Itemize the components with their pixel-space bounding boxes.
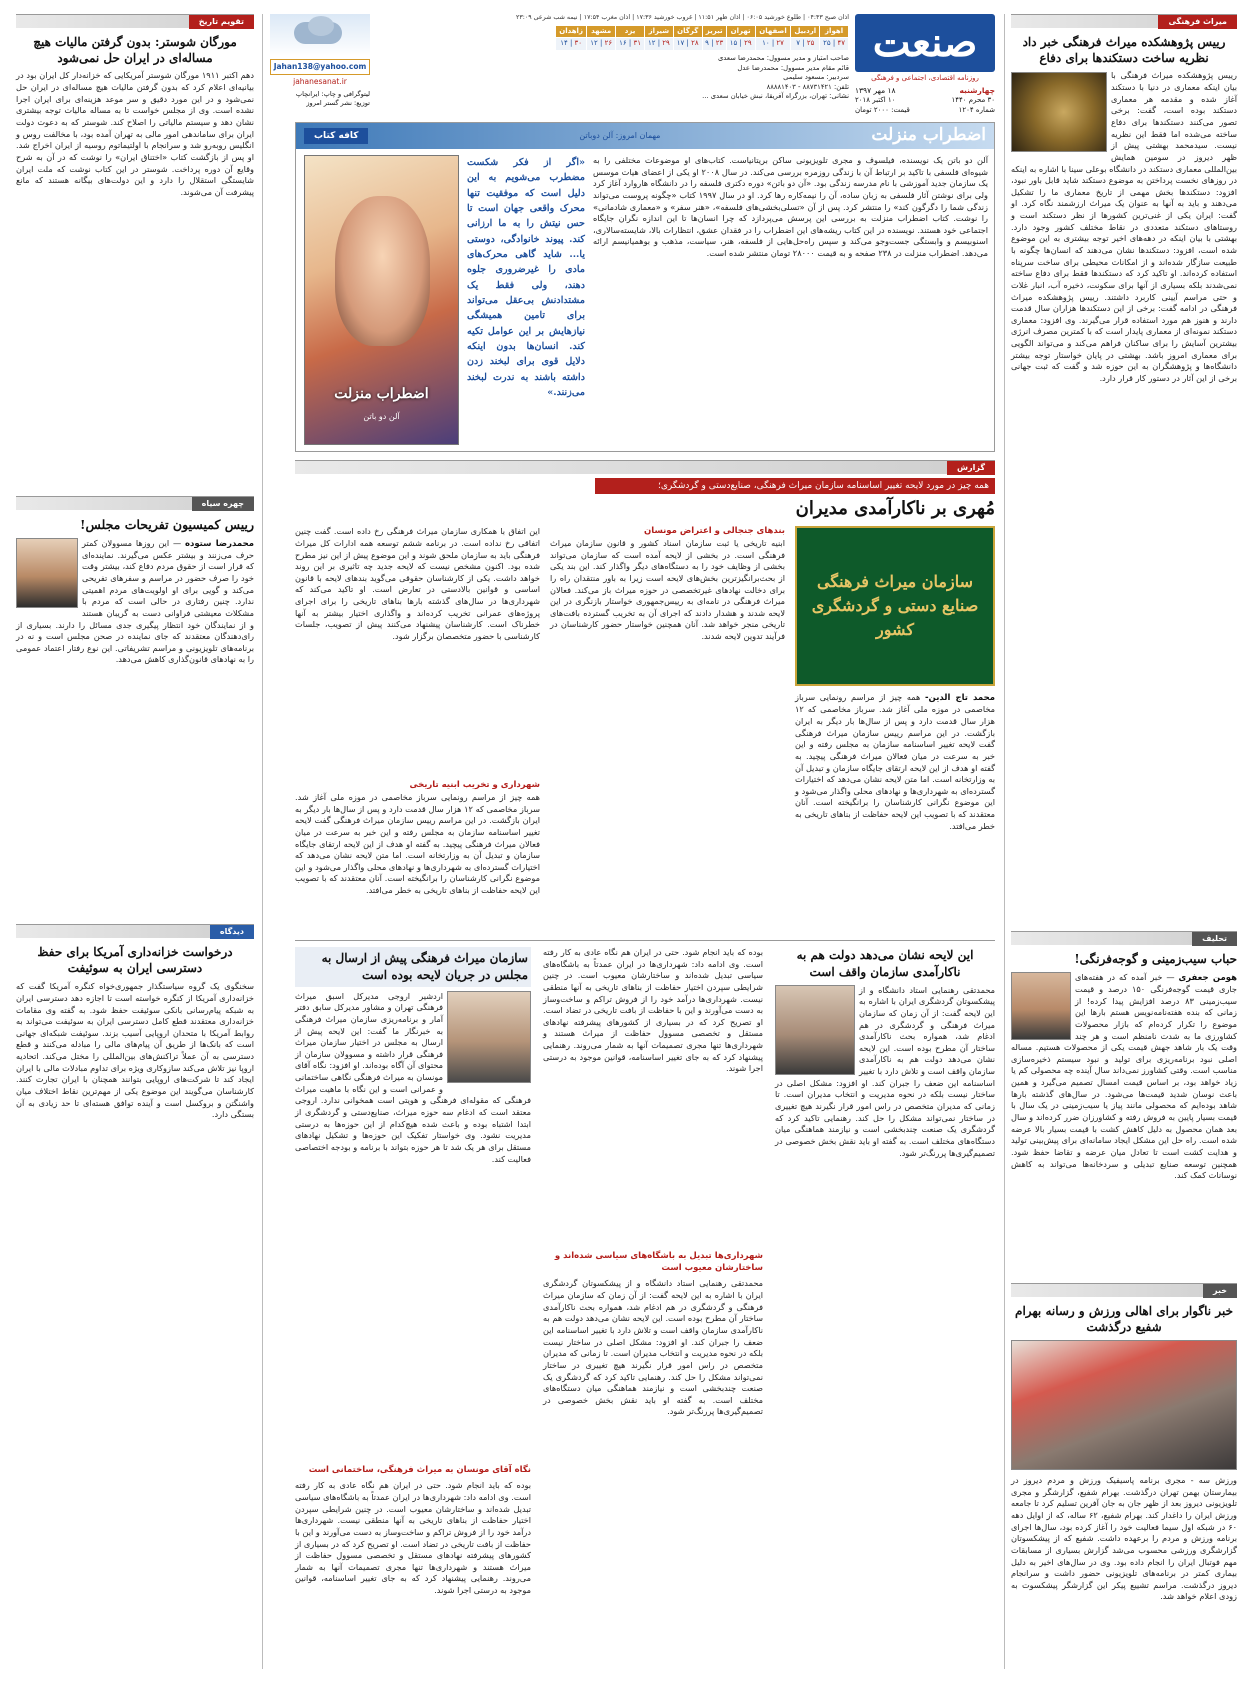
- article-title: خبر ناگوار برای اهالی ورزش و رسانه بهرام شفیع درگذشت: [1015, 1303, 1233, 1335]
- report-title: مُهری بر ناکارآمدی مدیران: [795, 498, 995, 520]
- license-line: صاحب امتیاز و مدیر مسوول: محمدرضا سعدی: [717, 54, 849, 62]
- weather-temp: ۲۵ | ۷: [791, 38, 820, 51]
- weather-temp: ۲۹ | ۱۵: [726, 38, 755, 51]
- article-body: سخنگوی یک گروه سیاستگذار جمهوری‌خواه کنگره آمریکا گفت که خزانه‌داری آمریکا از کنگره خواسته است تا اجازه دهد دسترسی ایران به شبکه پیام‌رسانی بانکی سوئیفت حفظ شود. به گفته وی مقامات خزانه‌داری معتقدند قطع کامل دسترسی ایران به سوئیفت می‌تواند به روابط آمریکا با متحدان اروپایی آسیب بزند. سوئیفت شبکه‌ای جهانی است که بانک‌ها از طریق آن پیام‌های مالی را مبادله می‌کنند و قطع دسترسی به آن عملاً تراکنش‌های بین‌المللی را مختل می‌کند. اتحادیه اروپا نیز تلاش می‌کند سازوکاری ویژه برای تداوم مبادلات مالی با ایران ایجاد کند تا شرکت‌های اروپایی بتوانند همچنان با ایران تجارت کنند. کارشناسان می‌گویند این موضوع یکی از مهم‌ترین نقاط اختلاف میان واشنگتن و بروکسل است و آینده توافق هسته‌ای تا حد زیادی به آن بستگی دارد.: [15, 981, 254, 1120]
- report-body: این اتفاق با همکاری سازمان میراث فرهنگی رخ داده است. گفت چنین اتفاقی رخ نداده است. در برنامه ششم توسعه همه ادارات کل میراث فرهنگی باید به سازمان ملحق شوند و این موضوع پیش از این نیز مطرح شده بود. اکنون مشخص نیست که لایحه جدید چه تاثیری بر این روند خواهد داشت. یکی از کارشناسان حقوقی می‌گوید بندهای لایحه با قانون اساسی و قوانین بالادستی در تعارض است. او تاکید می‌کند که شهرداری‌ها در سال‌های گذشته بارها بناهای تاریخی را برای اجرای پروژه‌های عمرانی تخریب کرده‌اند و واگذاری اختیار بیشتر به آنها خطرناک است. کارشناسان پیشنهاد می‌کنند پیش از تصویب، جلسات کارشناسی با حضور متخصصان برگزار شود.: [295, 526, 540, 641]
- article-title: مورگان شوستر: بدون گرفتن مالیات هیچ مساله‌ای در ایران حل نمی‌شود: [33, 35, 237, 66]
- organization-logo: سازمان میراث فرهنگی صنایع دستی و گردشگری کشور: [795, 526, 995, 686]
- interview-1-cont: [543, 947, 763, 1658]
- weather-city: زاهدان: [556, 25, 587, 38]
- weather-city: گرگان: [673, 25, 702, 38]
- report-subtitle: همه چیز در مورد لایحه تغییر اساسنامه سازمان میراث فرهنگی، صنایع‌دستی و گردشگری؛: [595, 478, 995, 494]
- logo-block: [855, 14, 995, 116]
- weather-temp: ۴۷ | ۲۵: [820, 38, 849, 51]
- article-title: حباب سیب‌زمینی و گوجه‌فرنگی!: [1074, 952, 1237, 967]
- column-divider: [262, 14, 263, 1669]
- section-bar: [1011, 1283, 1237, 1297]
- article-body: دهم اکتبر ۱۹۱۱ مورگان شوستر آمریکایی که خزانه‌دار کل ایران بود در بیانیه‌ای اعلام کرد که بدون گرفتن مالیات هیچ مساله‌ای در ایران حل نمی‌شود و در این مورد دقیق و سر موعد هزینه‌ای برای ایران اجرا نشده است. وی از مجلس خواست تا به مساله مالیات توجه بیشتری نشان دهد و سیستم مالیاتی را اصلاح کند. شوستر که به دعوت دولت ایران برای ساماندهی امور مالی به تهران آمده بود، با مخالفت روس و انگلیس روبه‌رو شد و سرانجام با اولتیماتوم روسیه از ایران اخراج شد. او پس از بازگشت کتاب «اختناق ایران» را نوشت که در آن به شرح وقایع آن دوره پرداخت. شوستر در این کتاب نوشت که ملت ایران شایستگی استقلال را دارد و این دولت‌های بیگانه هستند که مانع پیشرفت آن می‌شوند.: [16, 70, 254, 197]
- report-subhead: شهرداری و تخریب ابنیه تاریخی: [409, 780, 540, 791]
- section-bar: [1011, 931, 1237, 945]
- guest-label: مهمان امروز:: [615, 131, 661, 141]
- weather-city: یزد: [616, 25, 645, 38]
- feature-body: آلن دو باتن یک نویسنده، فیلسوف و مجری تلویزیونی ساکن بریتانیاست. کتاب‌های او موضوعات مختلفی را به شیوه‌ای فلسفی با تاکید بر ارتباط آن با زندگی روزمره بررسی می‌کند. در سال ۲۰۰۸ او یکی از اعضای هیات موسس یک سازمان جدید آموزشی با نام مدرسه زندگی بود. «آن دو باتن» دوره دکتری فلسفه را در دانشگاه هاروارد آغاز کرد ولی برای نوشتن آثار فلسفی به زبان ساده، آن را نیمه‌کاره رها کرد. او در سال ۱۹۹۷ کتاب «چگونه پروست می‌تواند زندگی شما را دگرگون کند» را منتشر کرد. پس از آن «تسلی‌بخشی‌های فلسفه»، «هنر سفر» و «معماری شادمانی» را نوشت. کتاب اضطراب منزلت به بررسی این پرسش می‌پردازد که چرا انسان‌ها تا این اندازه نگران جایگاه اجتماعی خود هستند. نویسنده در این کتاب ریشه‌های این اضطراب را در فقدان عشق، انتظارات بالا، شایسته‌سالاری، اسنوبیسم و وابستگی جست‌وجو می‌کند و سپس راه‌حل‌هایی از فلسفه، هنر، سیاست، مذهب و بوهمیانیسم ارائه می‌دهد. اضطراب منزلت در ۲۳۸ صفحه و به قیمت ۲۸۰۰۰ تومان منتشر شده است.: [593, 155, 988, 259]
- section-label: خبر: [1203, 1284, 1237, 1298]
- phone-line: تلفن: ۸۸۷۳۱۴۲۱ - ۸۸۸۸۱۴۰۳: [766, 82, 849, 91]
- weather-city: اهواز: [820, 25, 849, 38]
- weather-temp: ۲۶ | ۱۲: [587, 38, 616, 51]
- left-column: [16, 14, 254, 1671]
- prayer-times: اذان صبح ۰۴:۴۳ | طلوع خورشید ۰۶:۰۵ | اذان ظهر ۱۱:۵۱ | غروب خورشید ۱۷:۳۶ | اذان مغرب ۱۷:۵۴ | نیمه شب شرعی ۲۳:۰۹: [516, 14, 849, 21]
- section-bar: [16, 924, 254, 938]
- article-subhead: شهرداری‌ها تبدیل به باشگاه‌های سیاسی شده‌اند و ساختارشان معیوب است: [554, 1251, 763, 1273]
- interview-2: [295, 947, 531, 1630]
- obituary-photo: [1011, 1340, 1237, 1470]
- book-feature: [295, 122, 995, 452]
- book-cover: [304, 155, 459, 445]
- author-photo: [1011, 972, 1071, 1040]
- article-title: سازمان میراث فرهنگی پیش از ارسال به مجلس در جریان لایحه بوده است: [295, 947, 531, 987]
- article-body: اردشیر اروجی مدیرکل اسبق میراث فرهنگی تهران و مشاور مدیرکل سابق دفتر آمار و برنامه‌ریزی سازمان میراث فرهنگی به خبرنگار ما گفت: این لایحه پیش از ارسال به مجلس در اختیار سازمان میراث فرهنگی قرار داشته و مسوولان سازمان از محتوای آن آگاه بوده‌اند. او افزود: نگاه آقای مونسان به میراث فرهنگی نگاهی ساختمانی و عمرانی است و این نگاه با ماهیت میراث فرهنگی که مقوله‌ای فرهنگی و هویتی است همخوانی ندارد. اروجی معتقد است که ادغام سه حوزه میراث، صنایع‌دستی و گردشگری از ابتدا اشتباه بوده و باعث شده هیچ‌کدام از این حوزه‌ها به درستی مدیریت نشود. وی خواستار تفکیک این حوزه‌ها و تشکیل نهادهای مستقل برای هر یک شد تا هر حوزه بتواند با برنامه و بودجه اختصاصی فعالیت کند.: [295, 990, 531, 1164]
- section-bar: [1011, 14, 1237, 28]
- book-face-art: [335, 196, 430, 346]
- section-label: دیدگاه: [210, 925, 254, 939]
- book-title: اضطراب منزلت: [334, 385, 429, 402]
- distribution-line: توزیع: نشر گستر امروز: [306, 98, 370, 107]
- section-label: گزارش: [947, 461, 995, 475]
- author-photo: [16, 538, 78, 608]
- article-body: محمدرضا ستوده — این روزها مسوولان کمتر حرف می‌زنند و بیشتر عکس می‌گیرند. نماینده‌ای که قرار است از حقوق مردم دفاع کند، بیشتر وقت خود را صرف حضور در مراسم و سفرهای تفریحی می‌کند و گویی برای او اولویت‌های مردم اهمیتی ندارد. چنین رفتاری در حالی است که مردم با مشکلات معیشتی فراوانی دست به گریبان هستند و از نمایندگان خود انتظار پیگیری جدی مسائل را دارند. بسیاری از رای‌دهندگان معتقدند که جای نماینده در صحن مجلس است و نه در برنامه‌های تلویزیونی و مراسم تشریفاتی. این نوع رفتار اعتماد عمومی را به نهادهای قانون‌گذاری کاهش می‌دهد.: [16, 537, 254, 665]
- section-label: تحلیف: [1192, 932, 1237, 946]
- section-label: تقویم تاریخ: [189, 15, 254, 29]
- weather-temp: ۲۹ | ۱۲: [644, 38, 673, 51]
- weather-city: تبریز: [702, 25, 726, 38]
- section-bar: [16, 14, 254, 28]
- report-body: همه چیز از مراسم رونمایی سرباز مخاصمی در موزه ملی آغاز شد. سرباز مخاصمی که ۱۲ هزار سال قدمت دارد و پس از سال‌ها بار دیگر به ایران بازگشت. در این مراسم رییس سازمان میراث فرهنگی گفت لایحه تغییر اساسنامه سازمان به مجلس رفته و این خبر به سرعت در میان فعالان میراث فرهنگی پیچید. به گفته او هدف از این لایحه ارتقای جایگاه سازمان و تبدیل آن به وزارتخانه است. اما متن لایحه نشان می‌دهد که اختیارات گسترده‌ای به شهرداری‌ها و نهادهای محلی واگذار می‌شود و این موضوع نگرانی کارشناسان را برانگیخته است. آنان معتقدند که با تصویب این لایحه حفاظت از بناهای تاریخی به خطر می‌افتد.: [295, 791, 540, 896]
- issue-number: شماره ۱۲۰۴: [958, 105, 995, 114]
- weather-temp: ۲۸ | ۱۷: [673, 38, 702, 51]
- masthead: [516, 14, 995, 116]
- section-bar: [16, 496, 254, 510]
- weather-temp: ۳۱ | ۱۶: [616, 38, 645, 51]
- weather-table: [555, 25, 849, 51]
- feature-title: اضطراب منزلت: [871, 125, 986, 146]
- section-label: کافه کتاب: [304, 128, 368, 144]
- weather-city: مشهد: [587, 25, 616, 38]
- interviewee-photo: [447, 991, 531, 1083]
- address-line: نشانی: تهران، بزرگراه آفریقا، نبش خیابان سعدی ...: [702, 92, 849, 101]
- section-bar: [295, 460, 995, 474]
- weather-city: اصفهان: [755, 25, 791, 38]
- article-body: محمدتقی رهنمایی استاد دانشگاه و از پیشکسوتان گردشگری ایران با اشاره به این لایحه گفت: از آن زمان که سازمان میراث فرهنگی و گردشگری در هم ادغام شد، همواره بحث ناکارآمدی ساختار آن مطرح بوده است. این لایحه نشان می‌دهد دولت هم به ناکارآمدی سازمان واقف است و تلاش دارد با تغییر اساسنامه این ضعف را جبران کند. او افزود: مشکل اصلی در ساختار نیست بلکه در نحوه مدیریت و انتخاب مدیران است. تا زمانی که مدیران متخصص در راس امور قرار نگیرند هیچ تغییری در ساختار نمی‌تواند مشکل را حل کند. رهنمایی تاکید کرد که گردشگری یک صنعت چندبخشی است و نیازمند هماهنگی میان دستگاه‌های مختلف است. به گفته او باید نقش بخش خصوصی در تصمیم‌گیری‌ها پررنگ‌تر شود.: [543, 1278, 763, 1417]
- date-hijri: ۳۰ محرم ۱۴۴۰: [951, 96, 995, 104]
- date-gregorian: ۱۰ اکتبر ۲۰۱۸: [855, 96, 896, 104]
- interviewee-photo: [775, 985, 855, 1075]
- cave-photo: [1011, 72, 1107, 152]
- feature-quote: «اگر از فکر شکست مضطرب می‌شویم به این دلیل است که موفقیت تنها محرک واقعی جهان است تا حس نیتش را به ما ارزانی کند. پیوند خانوادگی، دوستی یا... شاید گاهی محرک‌های مادی را غیرضروری جلوه دهند، ولی فقط یک مشتدادنش بی‌عقل می‌تواند برای تامین همیشگی نیازهایش بر این عوامل تکیه کند. انسان‌ها بدون اینکه دلایل قوی برای لبخند زدن داشته باشند به ندرت لبخند می‌زنند.»: [467, 157, 585, 399]
- section-label: چهره سیاه: [192, 497, 254, 511]
- weather-block: [516, 14, 849, 102]
- weather-cloud-icon: [270, 14, 370, 56]
- weather-city: اردبیل: [791, 25, 820, 38]
- article-body: ورزش سه - مجری برنامه پاسیفیک ورزش و مردم دیروز در بیمارستان بهمن تهران درگذشت. بهرام شفیع، گزارشگر و مجری تلویزیونی دیروز بعد از ظهر جان به جان آفرین تسلیم کرد تا جامعه ورزش ایران را داغدار کند. بهرام شفیع، ۶۲ ساله، که از اوایل دهه ۶۰ در شبکه اول سیما فعالیت خود را آغاز کرده بود، سال‌ها اجرای برنامه ورزش و مردم را برعهده داشت. شفیع که از پیشکسوتان گزارشگری ورزشی محسوب می‌شد گزارش بسیاری از مسابقات مهم فوتبال ایران را انجام داده بود. وی در سال‌های اخیر به دلیل بیماری کمتر در برنامه‌های تلویزیونی حضور داشت و سرانجام دیروز درگذشت. مراسم تشییع پیکر این گزارشگر پیشکسوت به زودی اعلام خواهد شد.: [1011, 1475, 1237, 1602]
- weather-city: تهران: [726, 25, 755, 38]
- guest-name: آلن دوباتن: [579, 131, 614, 141]
- report-section: [295, 460, 995, 930]
- article-body: رییس پژوهشکده میراث فرهنگی با بیان اینکه معماری در دنیا با دستکند آغاز شده و مقدمه هر معماری دستکند بوده است، گفت: برخی تصور می‌کنند دستکندها برای دفاع ساخته می‌شده اما فقط این نظریه نیست. سیدمحمد بهشتی پیش از ظهر دیروز در سومین همایش بین‌المللی معماری دستکند در دانشگاه بوعلی سینا با اشاره به اینکه در روزهای نخست پرداختن به موضوع دستکند شاید قابل باور نبود، افزود: دستکندها بخش مهمی از تاریخ معماری ما را تشکیل می‌دهند و باید به آنها به عنوان یک میراث ارزشمند نگاه کرد. او گفت: ایران یکی از غنی‌ترین کشورها از نظر دستکند است و روستاهای دستکند متعددی در نقاط مختلف کشور وجود دارد. بهشتی با بیان اینکه در دهه‌های اخیر توجه بیشتری به این موضوع شده است، افزود: دستکندها نشان می‌دهند که انسان‌ها چگونه با طبیعت سازگار شده‌اند و از امکانات محیطی برای ساخت سرپناه استفاده کرده‌اند. او تاکید کرد که دستکندها فقط برای دفاع ساخته نمی‌شدند بلکه بسیاری از آنها برای سکونت، ذخیره آب، انبار غلات و حتی مراسم آیینی کاربرد داشتند. رییس پژوهشکده میراث فرهنگی در ادامه گفت: برخی از این دستکندها هزاران سال قدمت دارند و هنوز هم مورد استفاده قرار می‌گیرند. وی افزود: معماری دستکند نمونه‌ای از معماری پایدار است که با کمترین مصرف انرژی بیشترین آسایش را برای ساکنان فراهم می‌کند و می‌تواند الگویی برای معماری امروز باشد. بهشتی در پایان خواستار توجه بیشتر دانشگاه‌ها و پژوهشگران به این حوزه شد و گفت که ثبت جهانی برخی از این آثار در دستور کار قرار دارد.: [1011, 70, 1237, 384]
- article-subhead: نگاه آقای مونسان به میراث فرهنگی، ساختمانی است: [308, 1464, 531, 1475]
- article-body: بوده که باید انجام شود. حتی در ایران هم نگاه عادی به کار رفته است. وی ادامه داد: شهرداری‌ها در ایران عمدتاً به باشگاه‌های سیاسی تبدیل شده‌اند و ساختارشان معیوب است. در چنین شرایطی سپردن اختیار حفاظت از بناهای تاریخی به آنها منطقی نیست. شهرداری‌ها درآمد خود را از فروش تراکم و ساخت‌وساز به دست می‌آورند و این با حفاظت از بافت تاریخی در تضاد است. او تصریح کرد که در بسیاری از کشورهای پیشرفته نهادهای مستقل و تخصصی مسوول حفاظت از میراث هستند و شهرداری‌ها تنها مجری تصمیمات آنها به شمار می‌روند. رهنمایی پیشنهاد کرد که به جای تغییر اساسنامه، قوانین موجود به درستی اجرا شوند.: [543, 947, 763, 1074]
- article-title: رییس کمیسیون تفریحات مجلس!: [80, 517, 254, 533]
- author-name: محمد تاج الدین-: [925, 693, 996, 704]
- feature-header: [296, 123, 994, 149]
- article-body: محمدتقی رهنمایی استاد دانشگاه و از پیشکسوتان گردشگری ایران با اشاره به این لایحه گفت: از آن زمان که سازمان میراث فرهنگی و گردشگری در هم ادغام شد، همواره بحث ناکارآمدی ساختار آن مطرح بوده است. این لایحه نشان می‌دهد دولت هم به ناکارآمدی سازمان واقف است و تلاش دارد با تغییر اساسنامه این ضعف را جبران کند. او افزود: مشکل اصلی در ساختار نیست بلکه در نحوه مدیریت و انتخاب مدیران است. تا زمانی که مدیران متخصص در راس امور قرار نگیرند هیچ تغییری در ساختار نمی‌تواند مشکل را حل کند. رهنمایی تاکید کرد که گردشگری یک صنعت چندبخشی است و نیازمند هماهنگی میان دستگاه‌های مختلف است. به گفته او باید نقش بخش خصوصی در تصمیم‌گیری‌ها پررنگ‌تر شود.: [775, 984, 995, 1158]
- interview-1: [775, 947, 995, 1655]
- weather-city: شیراز: [644, 25, 673, 38]
- weather-temp: ۳۰ | ۱۴: [556, 38, 587, 51]
- logo-subtitle: روزنامه اقتصادی، اجتماعی و فرهنگی: [871, 74, 979, 82]
- date-persian: ۱۸ مهر ۱۳۹۷: [855, 85, 896, 95]
- contact-block: [270, 14, 370, 116]
- author-name: محمدرضا ستوده: [184, 538, 254, 549]
- author-name: هومن جعفری: [1178, 972, 1237, 983]
- price: قیمت: ۲۰۰۰ تومان: [855, 105, 910, 114]
- report-body: محمد تاج الدین- همه چیز از مراسم رونمایی سرباز مخاصمی در موزه ملی آغاز شد. سرباز مخاصمی که ۱۲ هزار سال قدمت دارد و پس از سال‌ها بار دیگر به ایران بازگشت. در این مراسم رییس سازمان میراث فرهنگی گفت لایحه تغییر اساسنامه سازمان به مجلس رفته و این خبر به سرعت در میان فعالان میراث فرهنگی پیچید. به گفته او هدف از این لایحه ارتقای جایگاه سازمان و تبدیل آن به وزارتخانه است. اما متن لایحه نشان می‌دهد که اختیارات گسترده‌ای به شهرداری‌ها و نهادهای محلی واگذار می‌شود و این موضوع نگرانی کارشناسان را برانگیخته است. آنان معتقدند که با تصویب این لایحه حفاظت از بناهای تاریخی به خطر می‌افتد.: [795, 692, 996, 831]
- website-link[interactable]: jahanesanat.ir: [293, 77, 347, 87]
- article-title: درخواست خزانه‌داری آمریکا برای حفظ دسترسی ایران به سوئیفت: [37, 944, 233, 976]
- newspaper-logo: صنعت: [855, 14, 995, 72]
- email-box[interactable]: Jahan138@yahoo.com: [270, 59, 370, 75]
- chief-line: سردبیر: مسعود سلیمی: [783, 73, 849, 82]
- printing-line: لیتوگرافی و چاپ: ایرانچاپ: [295, 89, 370, 98]
- editor-line: قائم مقام مدیر مسوول: محمدرضا عدل: [737, 63, 849, 72]
- report-body: ابنیه تاریخی یا ثبت سازمان اسناد کشور و قانون سازمان میراث فرهنگی است. در بخشی از لایحه آمده است که سازمان می‌تواند بخشی از وظایف خود را به دستگاه‌های دیگر واگذار کند. این بند یکی از بحث‌برانگیزترین بخش‌های لایحه است زیرا به باور منتقدان راه را برای دخالت نهادهای غیرتخصصی در حوزه میراث باز می‌کند. فعالان میراث فرهنگی در نامه‌ای به رییس‌جمهوری خواستار بازنگری در این لایحه شدند و هشدار دادند که اجرای آن به تخریب گسترده بافت‌های تاریخی منجر خواهد شد. آنان همچنین خواستار حضور کارشناسان در فرآیند تدوین لایحه شدند.: [550, 537, 785, 642]
- report-subhead: بندهای جنجالی و اعتراض مونسان: [644, 526, 785, 537]
- article-title: رییس پژوهشکده میراث فرهنگی خبر داد نظریه ساخت دستکندها برای دفاع: [1022, 35, 1226, 66]
- right-column: [1011, 14, 1237, 1640]
- article-body: بوده که باید انجام شود. حتی در ایران هم نگاه عادی به کار رفته است. وی ادامه داد: شهرداری‌ها در ایران عمدتاً به باشگاه‌های سیاسی تبدیل شده‌اند و ساختارشان معیوب است. در چنین شرایطی سپردن اختیار حفاظت از بناهای تاریخی به آنها منطقی نیست. شهرداری‌ها درآمد خود را از فروش تراکم و ساخت‌وساز به دست می‌آورند و این با حفاظت از بافت تاریخی در تضاد است. او تصریح کرد که در بسیاری از کشورهای پیشرفته نهادهای مستقل و تخصصی مسوول حفاظت از میراث هستند و شهرداری‌ها تنها مجری تصمیمات آنها به شمار می‌روند. رهنمایی پیشنهاد کرد که به جای تغییر اساسنامه، قوانین موجود به درستی اجرا شوند.: [295, 1480, 531, 1596]
- weather-temp: ۲۳ | ۹: [702, 38, 726, 51]
- article-body: هومن جعفری — خبر آمده که در هفته‌های جاری قیمت گوجه‌فرنگی ۱۵۰ درصد و قیمت سیب‌زمینی ۸۳ درصد افزایش پیدا کرده! از زمانی که بنده هفته‌نامه‌نویس هستم بارها این موضوع را تکرار کرده‌ام که بازار محصولات کشاورزی ما به شدت نامنظم است و هر چند وقت یک بار شاهد جهش قیمت یکی از محصولات هستیم. مساله اصلی نبود برنامه‌ریزی برای تولید و نبود سیستم ذخیره‌سازی مناسب است. وقتی کشاورز نمی‌داند سال آینده چه محصولی کم یا زیاد خواهد بود، بر اساس قیمت امسال تصمیم می‌گیرد و همین باعث نوسان شدید قیمت‌ها می‌شود. در سال‌های گذشته بارها شاهد بوده‌ایم که محصولی مانند پیاز یا سیب‌زمینی در یک سال با قیمت بسیار پایین به فروش رفته و کشاورزان ضرر کرده‌اند و سال بعد همان محصول به دلیل کاهش کشت با قیمت بسیار بالا عرضه شده است. راه حل این مشکل ایجاد سامانه‌ای برای پیش‌بینی تولید و هدایت کشت است تا تعادل میان عرضه و تقاضا حفظ شود. همچنین توسعه صنایع تبدیلی و سردخانه‌ها می‌تواند به کاهش نوسانات کمک کند.: [1011, 971, 1237, 1181]
- book-author: آلن دو باتن: [363, 411, 400, 421]
- article-title: این لایحه نشان می‌دهد دولت هم به ناکارآمدی سازمان واقف است: [796, 948, 974, 979]
- weekday: چهارشنبه: [959, 85, 995, 95]
- weather-temp: ۲۷ | ۱۰: [755, 38, 791, 51]
- section-label: میراث فرهنگی: [1158, 15, 1237, 29]
- masthead-credits: [555, 54, 849, 102]
- column-divider: [1004, 14, 1005, 1669]
- center-bottom: [295, 940, 995, 1670]
